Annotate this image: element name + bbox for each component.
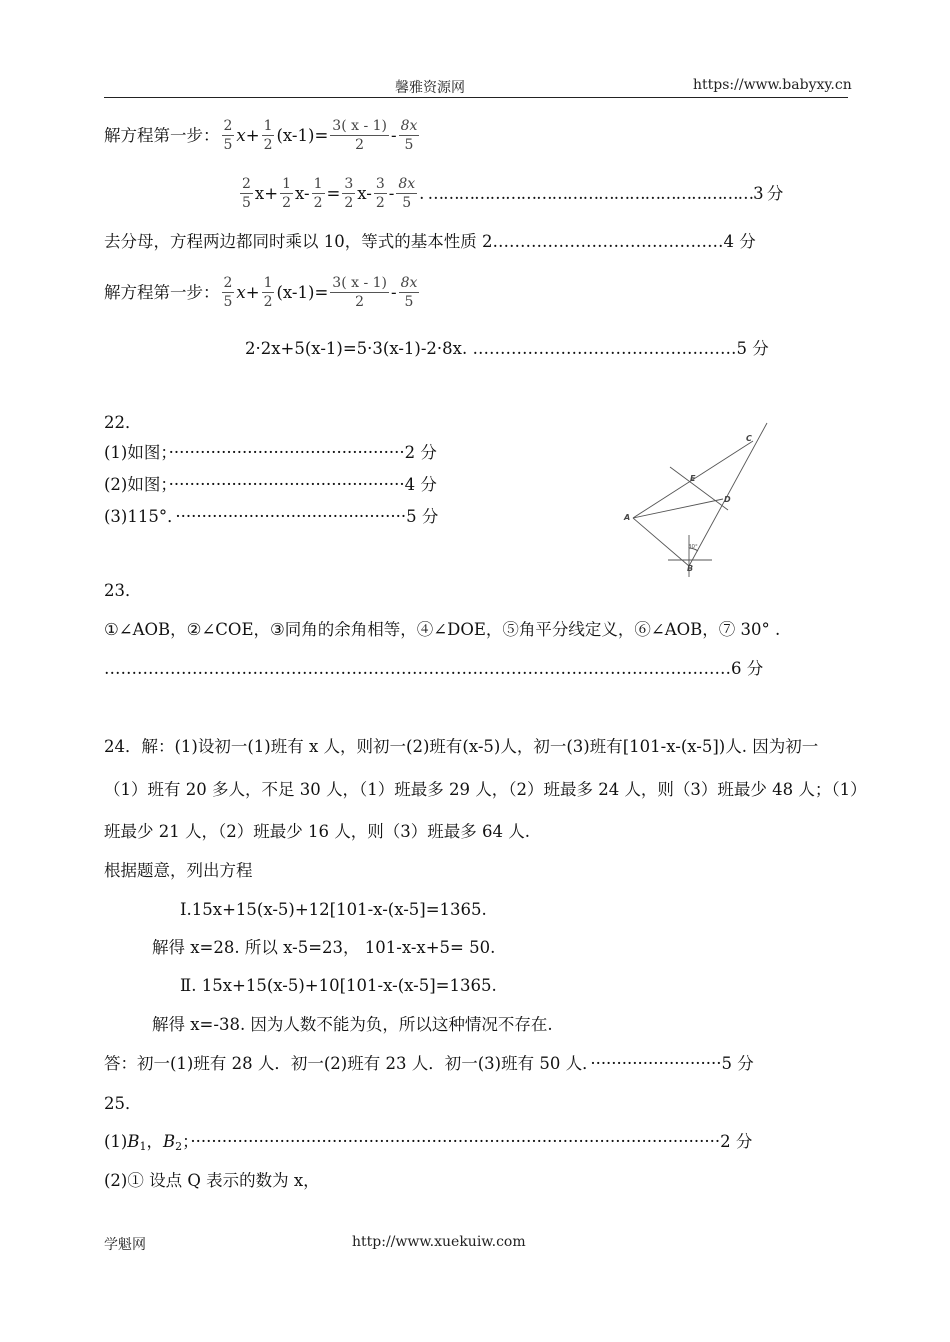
line-ab: [633, 518, 689, 566]
equation-line: Ⅰ.15x+15(x-5)+12[101-x-(x-5]=1365.: [180, 900, 487, 919]
fraction: $\frac{2}{5}$: [223, 118, 233, 153]
label-c: C: [746, 434, 752, 443]
fraction: $\frac{8x}{5}$: [398, 176, 416, 211]
answer-line: ①∠AOB，②∠COE，③同角的余角相等，④∠DOE，⑤角平分线定义，⑥∠AOB，⑦ 30° .: [104, 620, 781, 639]
answer-line: (3)115°．············································5 分: [104, 507, 439, 526]
equation-line-5: 2·2x+5(x-1)=5·3(x-1)-2·8x. …………………………………………5 分: [245, 339, 769, 358]
footer-site-url[interactable]: http://www.xuekuiw.com: [352, 1234, 526, 1250]
step-label: 解方程第一步：: [104, 282, 220, 302]
answer-line: 根据题意，列出方程: [104, 861, 253, 880]
equation-line-2: $\frac{2}{5}$ x+ $\frac{1}{2}$ x- $\frac{1}{2}$ = $\frac{3}{2}$ x- $\frac{3}{2}$ - $\frac{8x}{5}$ . ………………………………………………………3 分: [242, 176, 783, 211]
fraction: $\frac{3( x - 1)}{2}$: [332, 275, 387, 310]
score-line: ……………………………………………………………………………………………………6 分: [104, 659, 764, 678]
answer-line: (1)如图；·············································2 分: [104, 443, 437, 462]
label-a: A: [624, 513, 631, 522]
question-number: 22．: [104, 413, 142, 432]
answer-line: （1）班有 20 多人，不足 30 人，（1）班最多 29 人，（2）班最多 24 人，则（3）班最少 48 人；（1）: [104, 780, 867, 799]
label-d: D: [724, 495, 731, 504]
fraction: $\frac{1}{2}$: [282, 176, 291, 211]
header-rule: [104, 97, 848, 98]
line-ad: [633, 499, 723, 518]
equation-line: Ⅱ. 15x+15(x-5)+10[101-x-(x-5]=1365.: [180, 976, 497, 995]
fraction: $\frac{3}{2}$: [344, 176, 354, 211]
step-label: 解方程第一步：: [104, 125, 220, 145]
answer-line: (2)① 设点 Q 表示的数为 x，: [104, 1171, 320, 1190]
answer-line: 班最少 21 人，（2）班最少 16 人，则（3）班最多 64 人.: [104, 822, 530, 841]
fraction: $\frac{2}{5}$: [242, 176, 251, 211]
answer-line: 24．解：(1)设初一(1)班有 x 人，则初一(2)班有(x-5)人，初一(3)班有[101-x-(x-5])人. 因为初一: [104, 737, 819, 756]
answer-line: (2)如图；·············································4 分: [104, 475, 437, 494]
footer-site-name: 学魁网: [104, 1237, 146, 1253]
fraction: $\frac{1}{2}$: [263, 118, 273, 153]
answer-line: $(1)B_1$，$B_2$；·····································································································2 分: [104, 1132, 753, 1153]
fraction: $\frac{1}{2}$: [263, 275, 273, 310]
label-b: B: [687, 564, 694, 573]
fraction: $\frac{3}{2}$: [375, 176, 385, 211]
fraction: $\frac{3( x - 1)}{2}$: [332, 118, 387, 153]
angle-label: 30°: [688, 544, 698, 550]
answer-line: 解得 x=-38. 因为人数不能为负，所以这种情况不存在.: [152, 1015, 553, 1034]
fraction: $\frac{8x}{5}$: [400, 275, 418, 310]
fraction: $\frac{8x}{5}$: [400, 118, 418, 153]
fraction: $\frac{1}{2}$: [313, 176, 323, 211]
answer-line: 答：初一(1)班有 28 人．初一(2)班有 23 人．初一(3)班有 50 人．·························5 分: [104, 1054, 754, 1073]
question-number: 23．: [104, 581, 142, 600]
header-site-name: 馨雅资源网: [395, 80, 465, 96]
equation-line-1: 解方程第一步： $\frac{2}{5}$ x + $\frac{1}{2}$ (x-1)= $\frac{3( x - 1)}{2}$ - $\frac{8x}{5}$: [104, 118, 418, 153]
header-site-url[interactable]: https://www.babyxy.cn: [693, 77, 852, 93]
label-e: E: [690, 474, 696, 483]
score-dots: . ………………………………………………………3 分: [419, 183, 783, 203]
equation-line-4: 解方程第一步： $\frac{2}{5}$ x + $\frac{1}{2}$ (x-1)= $\frac{3( x - 1)}{2}$ - $\frac{8x}{5}$: [104, 275, 418, 310]
question-number: 25．: [104, 1094, 142, 1113]
text-line: 去分母，方程两边都同时乘以 10，等式的基本性质 2……………………………………4 分: [104, 232, 756, 251]
geometry-figure: [610, 415, 780, 585]
fraction: $\frac{2}{5}$: [223, 275, 233, 310]
answer-line: 解得 x=28. 所以 x-5=23， 101-x-x+5= 50.: [152, 938, 496, 957]
